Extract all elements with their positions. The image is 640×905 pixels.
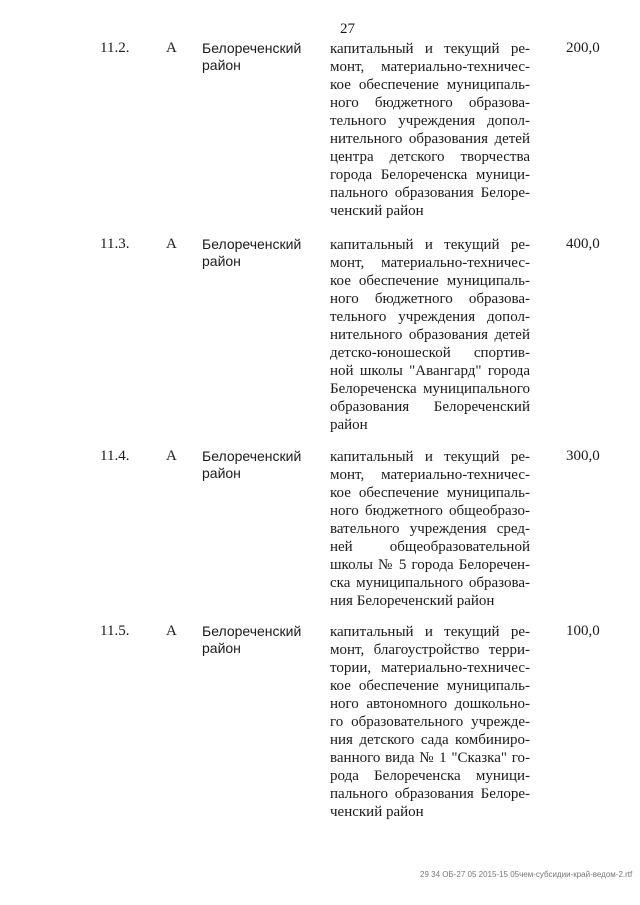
district-line: Белореченский (202, 623, 302, 639)
row-amount: 400,0 (566, 236, 600, 252)
row-category: А (166, 40, 177, 56)
description-line: ного бюджетного общеобразо- (330, 503, 530, 519)
description-line: кое обеспечение муниципаль- (330, 273, 530, 289)
row-description (330, 448, 530, 610)
description-line: вательного учреждения сред- (330, 521, 530, 537)
row-description (330, 40, 530, 220)
district-line: Белореченский (202, 236, 302, 252)
row-description (330, 236, 530, 434)
description-line: кое обеспечение муниципаль- (330, 678, 530, 694)
description-line: ней общеобразовательной (330, 539, 530, 555)
description-line: пального образования Белоре- (330, 185, 530, 201)
description-line: ной школы "Авангард" города (330, 363, 530, 379)
description-line: нительного образования детей (330, 131, 530, 147)
description-line: тельного учреждения допол- (330, 113, 530, 129)
district-line: район (202, 253, 241, 269)
description-line: кое обеспечение муниципаль- (330, 485, 530, 501)
description-line: ного бюджетного образова- (330, 291, 530, 307)
description-line: ченский район (330, 804, 424, 820)
row-category: А (166, 448, 177, 464)
description-line: капитальный и текущий ре- (330, 41, 530, 57)
description-line: пального образования Белоре- (330, 786, 530, 802)
row-number: 11.5. (100, 623, 130, 639)
row-description (330, 623, 530, 821)
description-line: тории, материально-техничес- (330, 660, 530, 676)
description-line: ска муниципального образова- (330, 575, 530, 591)
description-line: район (330, 417, 368, 433)
row-number: 11.4. (100, 448, 130, 464)
description-line: Белореченска муниципального (330, 381, 530, 397)
description-line: нительного образования детей (330, 327, 530, 343)
district-line: район (202, 57, 241, 73)
district-line: Белореченский (202, 448, 302, 464)
page-number: 27 (340, 21, 355, 37)
description-line: образования Белореченский (330, 399, 530, 415)
description-line: кое обеспечение муниципаль- (330, 77, 530, 93)
description-line: ванного вида № 1 "Сказка" го- (330, 750, 530, 766)
row-number: 11.2. (100, 40, 130, 56)
row-amount: 100,0 (566, 623, 600, 639)
description-line: ния Белореченский район (330, 593, 495, 609)
description-line: города Белореченска муници- (330, 167, 530, 183)
description-line: ного бюджетного образова- (330, 95, 530, 111)
row-amount: 300,0 (566, 448, 600, 464)
description-line: детско-юношеской спортив- (330, 345, 530, 361)
row-district (202, 448, 317, 482)
description-line: школы № 5 города Белоречен- (330, 557, 530, 573)
row-category: А (166, 236, 177, 252)
district-line: район (202, 465, 241, 481)
description-line: го образовательного учрежде- (330, 714, 530, 730)
row-district (202, 623, 317, 657)
row-amount: 200,0 (566, 40, 600, 56)
description-line: капитальный и текущий ре- (330, 237, 530, 253)
district-line: район (202, 640, 241, 656)
document-footer: 29 34 ОБ-27 05 2015-15 05чем-субсидии-край-ведом-2.rtf (420, 870, 633, 879)
description-line: монт, материально-техничес- (330, 255, 530, 271)
description-line: ния детского сада комбиниро- (330, 732, 530, 748)
row-district (202, 236, 317, 270)
description-line: ченский район (330, 203, 424, 219)
description-line: рода Белореченска муници- (330, 768, 530, 784)
description-line: монт, материально-техничес- (330, 59, 530, 75)
description-line: тельного учреждения допол- (330, 309, 530, 325)
description-line: монт, благоустройство терри- (330, 642, 530, 658)
description-line: капитальный и текущий ре- (330, 449, 530, 465)
row-category: А (166, 623, 177, 639)
row-number: 11.3. (100, 236, 130, 252)
description-line: монт, материально-техничес- (330, 467, 530, 483)
district-line: Белореченский (202, 40, 302, 56)
description-line: ного автономного дошкольно- (330, 696, 530, 712)
description-line: капитальный и текущий ре- (330, 624, 530, 640)
description-line: центра детского творчества (330, 149, 530, 165)
row-district (202, 40, 317, 74)
